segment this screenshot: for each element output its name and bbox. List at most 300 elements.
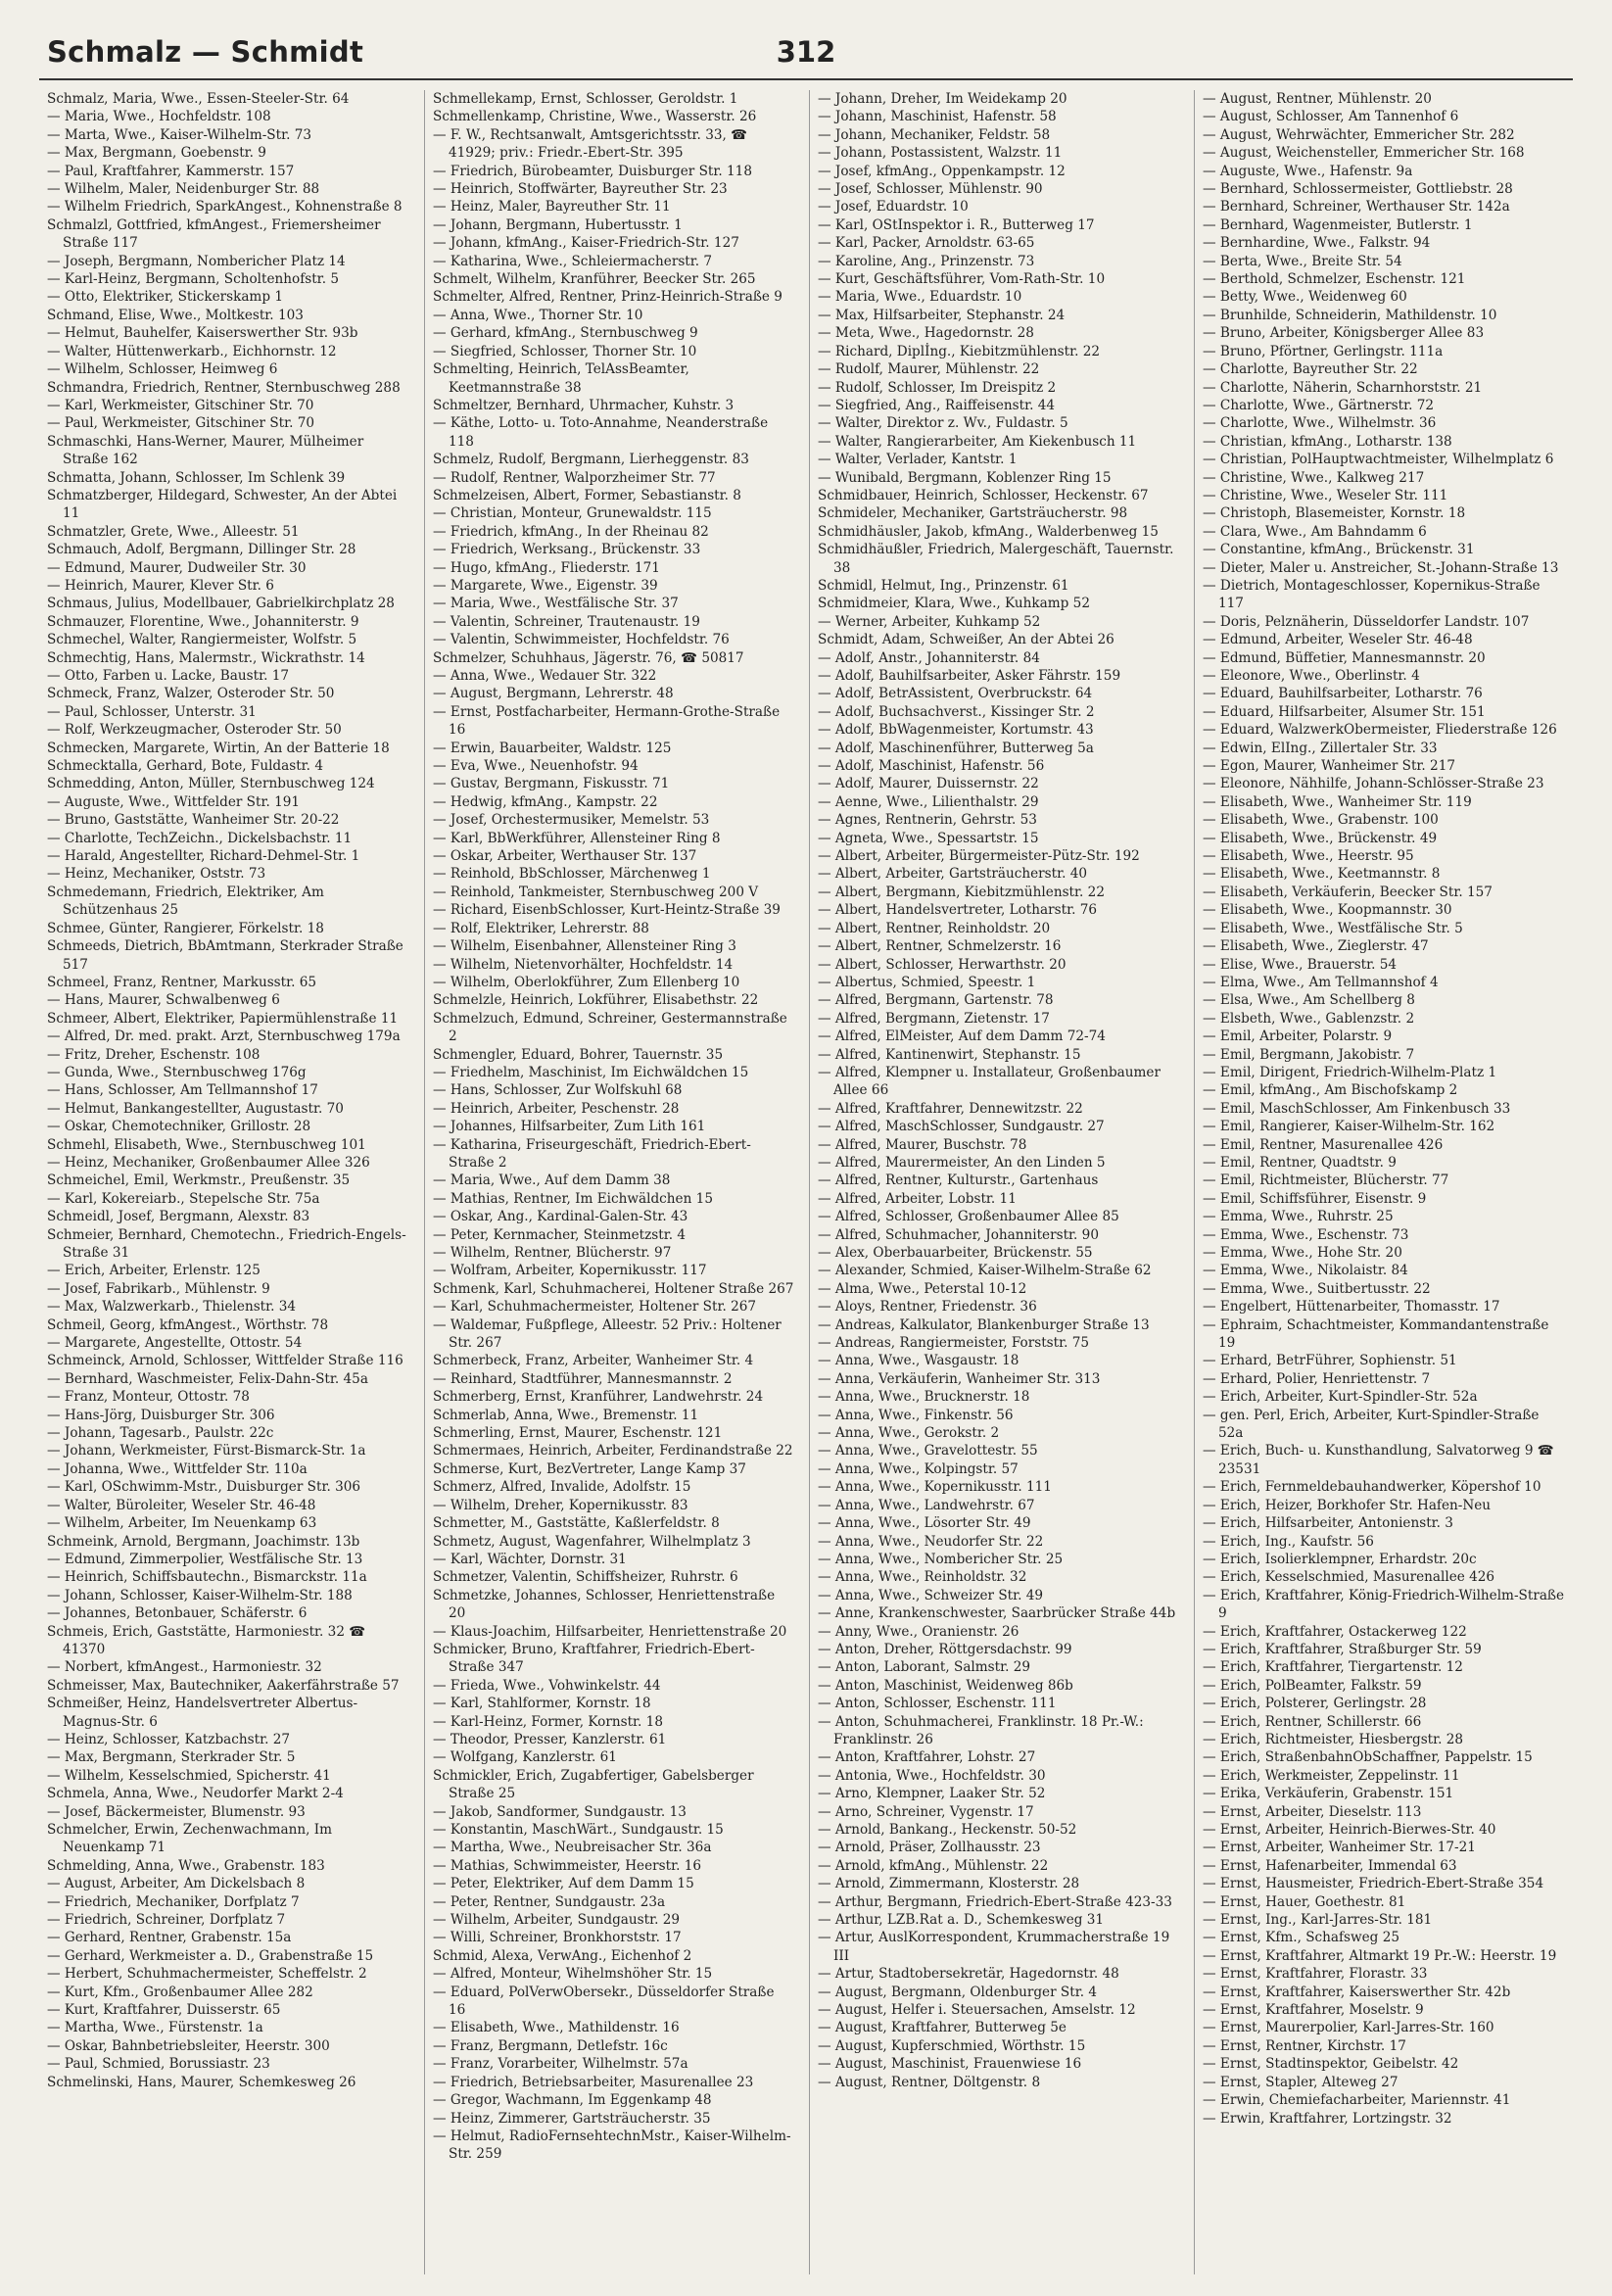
directory-entry: — Albert, Schlosser, Herwarthstr. 20	[818, 956, 1067, 973]
directory-entry: Schmeeds, Dietrich, BbAmtmann, Sterkrader Straße 517	[47, 938, 403, 973]
directory-entry: — Arnold, Bankang., Heckenstr. 50-52	[818, 1822, 1077, 1838]
directory-entry: — Anna, Wwe., Wasgaustr. 18	[818, 1353, 1019, 1369]
directory-entry: — Agneta, Wwe., Spessartstr. 15	[818, 830, 1039, 846]
directory-entry: — Aenne, Wwe., Lilienthalstr. 29	[818, 793, 1039, 810]
directory-entry: — Josef, Eduardstr. 10	[818, 199, 969, 215]
directory-entry: Schmelz, Rudolf, Bergmann, Lierheggenstr. 83	[433, 452, 749, 468]
directory-entry: Schmidhäußler, Friedrich, Malergeschäft, Tauernstr. 38	[818, 542, 1174, 576]
directory-entry: — Alfred, Bergmann, Gartenstr. 78	[818, 992, 1054, 1009]
directory-entry: — Eva, Wwe., Neuenhofstr. 94	[433, 758, 639, 775]
directory-entry: — Heinz, Schlosser, Katzbachstr. 27	[47, 1731, 291, 1747]
directory-entry: — Martha, Wwe., Fürstenstr. 1a	[47, 2020, 263, 2036]
directory-entry: — Ernst, Kfm., Schafsweg 25	[1203, 1930, 1400, 1946]
directory-entry: Schmeel, Franz, Rentner, Markusstr. 65	[47, 974, 317, 990]
directory-entry: — Elisabeth, Wwe., Brückenstr. 49	[1203, 830, 1438, 846]
directory-entry: Schmelzeisen, Albert, Former, Sebastianstr. 8	[433, 487, 741, 503]
directory-entry: — Werner, Arbeiter, Kuhkamp 52	[818, 613, 1041, 630]
directory-entry: — Bernhard, Schlossermeister, Gottliebstr. 28	[1203, 181, 1513, 198]
directory-entry: — Anna, Wwe., Gravelottestr. 55	[818, 1443, 1038, 1459]
directory-entry: — F. W., Rechtsanwalt, Amtsgerichtsstr. 33, ☎ 41929; priv.: Friedr.-Ebert-Str. 395	[433, 126, 748, 162]
directory-entry: — Paul, Schlosser, Unterstr. 31	[47, 703, 257, 720]
directory-entry: — Bruno, Arbeiter, Königsberger Allee 83	[1203, 325, 1485, 342]
directory-entry: — Erich, Arbeiter, Erlenstr. 125	[47, 1263, 261, 1279]
directory-entry: — Valentin, Schwimmeister, Hochfeldstr. 76	[433, 632, 730, 648]
directory-entry: — Erich, Kraftfahrer, Straßburger Str. 59	[1203, 1641, 1482, 1657]
directory-entry: Schmeer, Albert, Elektriker, Papiermühlenstraße 11	[47, 1010, 399, 1027]
directory-entry: — Martha, Wwe., Neubreisacher Str. 36a	[433, 1840, 712, 1856]
directory-columns	[39, 90, 1575, 2274]
directory-entry: — Ernst, Stadtinspektor, Geibelstr. 42	[1203, 2056, 1459, 2073]
directory-entry: Schmelting, Heinrich, TelAssBeamter, Keetmannstraße 38	[433, 361, 689, 396]
directory-entry: — Max, Bergmann, Goebenstr. 9	[47, 145, 266, 162]
directory-entry: — Maria, Wwe., Eduardstr. 10	[818, 289, 1022, 306]
directory-entry: — Peter, Rentner, Sundgaustr. 23a	[433, 1893, 666, 1910]
directory-entry: — Gustav, Bergmann, Fiskusstr. 71	[433, 776, 670, 792]
directory-entry: — Friedrich, kfmAng., In der Rheinau 82	[433, 523, 709, 540]
directory-entry: — Walter, Verlader, Kantstr. 1	[818, 452, 1018, 468]
directory-entry: — Elma, Wwe., Am Tellmannshof 4	[1203, 974, 1439, 990]
directory-entry: — Erwin, Chemiefacharbeiter, Mariennstr. 41	[1203, 2092, 1511, 2109]
directory-entry: — Erich, Werkmeister, Zeppelinstr. 11	[1203, 1767, 1460, 1784]
directory-entry: Schmelzle, Heinrich, Lokführer, Elisabethstr. 22	[433, 992, 759, 1009]
directory-entry: — Emil, Richtmeister, Blücherstr. 77	[1203, 1172, 1449, 1189]
directory-entry: — Peter, Kernmacher, Steinmetzstr. 4	[433, 1226, 687, 1243]
directory-entry: — Erich, Buch- u. Kunsthandlung, Salvatorweg 9 ☎ 23531	[1203, 1443, 1554, 1477]
directory-entry: — Karl-Heinz, Former, Kornstr. 18	[433, 1713, 663, 1730]
directory-entry: — Albert, Bergmann, Kiebitzmühlenstr. 22	[818, 884, 1105, 900]
directory-entry: — Hans-Jörg, Duisburger Str. 306	[47, 1407, 275, 1423]
directory-entry: — Anna, Wwe., Reinholdstr. 32	[818, 1569, 1027, 1586]
directory-entry: Schmenk, Karl, Schuhmacherei, Holtener Straße 267	[433, 1280, 794, 1297]
directory-entry: — Emil, Arbeiter, Polarstr. 9	[1203, 1028, 1393, 1045]
directory-entry: — Albert, Rentner, Schmelzerstr. 16	[818, 938, 1062, 955]
directory-entry: — Johann, Bergmann, Hubertusstr. 1	[433, 216, 683, 233]
directory-entry: Schmauch, Adolf, Bergmann, Dillinger Str. 28	[47, 542, 356, 558]
directory-entry: — Margarete, Wwe., Eigenstr. 39	[433, 577, 658, 594]
directory-entry: — Wilhelm, Nietenvorhälter, Hochfeldstr. 14	[433, 956, 734, 973]
directory-entry: — Oskar, Ang., Kardinal-Galen-Str. 43	[433, 1209, 688, 1225]
directory-entry: Schmeisser, Max, Bautechniker, Aakerfährstraße 57	[47, 1677, 400, 1694]
directory-entry: — Ernst, Kraftfahrer, Altmarkt 19 Pr.-W.: Heerstr. 19	[1203, 1947, 1557, 1964]
directory-entry: Schmidbauer, Heinrich, Schlosser, Heckenstr. 67	[818, 487, 1149, 503]
directory-entry: — Käthe, Lotto- u. Toto-Annahme, Neanderstraße 118	[433, 415, 769, 450]
directory-entry: Schmidmeier, Klara, Wwe., Kuhkamp 52	[818, 596, 1090, 612]
directory-entry: — Charlotte, Bayreuther Str. 22	[1203, 361, 1418, 378]
directory-entry: — Max, Bergmann, Sterkrader Str. 5	[47, 1749, 296, 1766]
directory-entry: — gen. Perl, Erich, Arbeiter, Kurt-Spindler-Straße 52a	[1203, 1407, 1540, 1442]
directory-entry: — Emil, Schiffsführer, Eisenstr. 9	[1203, 1190, 1427, 1207]
directory-entry: — Heinrich, Arbeiter, Peschenstr. 28	[433, 1100, 680, 1117]
directory-entry: — August, Bergmann, Lehrerstr. 48	[433, 686, 674, 702]
directory-entry: — Anna, Wwe., Kolpingstr. 57	[818, 1460, 1019, 1477]
directory-entry: — Elisabeth, Wwe., Mathildenstr. 16	[433, 2020, 680, 2036]
directory-entry: — Arnold, Präser, Zollhausstr. 23	[818, 1840, 1041, 1856]
directory-entry: — Mathias, Rentner, Im Eichwäldchen 15	[433, 1190, 713, 1207]
directory-entry: — Johann, Dreher, Im Weidekamp 20	[818, 91, 1067, 107]
directory-entry: — Willi, Schreiner, Bronkhorststr. 17	[433, 1930, 682, 1946]
directory-entry: — Paul, Werkmeister, Gitschiner Str. 70	[47, 415, 315, 432]
directory-entry: — Ernst, Arbeiter, Dieselstr. 113	[1203, 1803, 1422, 1820]
directory-entry: — August, Rentner, Döltgenstr. 8	[818, 2074, 1041, 2090]
directory-entry: — Karoline, Ang., Prinzenstr. 73	[818, 253, 1035, 269]
directory-entry: — Antonia, Wwe., Hochfeldstr. 30	[818, 1767, 1046, 1784]
directory-entry: — Karl, OSchwimm-Mstr., Duisburger Str. 306	[47, 1479, 361, 1496]
directory-entry: — Christian, kfmAng., Lotharstr. 138	[1203, 433, 1452, 450]
directory-entry: — Erika, Verkäuferin, Grabenstr. 151	[1203, 1786, 1454, 1802]
directory-entry: — Norbert, kfmAngest., Harmoniestr. 32	[47, 1659, 322, 1676]
directory-entry: Schmand, Elise, Wwe., Moltkestr. 103	[47, 307, 304, 323]
directory-entry: Schmidt, Adam, Schweißer, An der Abtei 26	[818, 632, 1114, 648]
directory-entry: — Wilhelm, Kesselschmied, Spicherstr. 41	[47, 1767, 331, 1784]
directory-entry: — Karl, Werkmeister, Gitschiner Str. 70	[47, 397, 314, 413]
directory-entry: — Alexander, Schmied, Kaiser-Wilhelm-Straße 62	[818, 1263, 1152, 1279]
directory-entry: — Eduard, Hilfsarbeiter, Alsumer Str. 151	[1203, 703, 1486, 720]
directory-entry: — Emma, Wwe., Hohe Str. 20	[1203, 1245, 1402, 1261]
directory-entry: Schmaus, Julius, Modellbauer, Gabrielkirchplatz 28	[47, 596, 395, 612]
directory-entry: — Alfred, Kantinenwirt, Stephanstr. 15	[818, 1046, 1081, 1063]
directory-entry: Schmerse, Kurt, BezVertreter, Lange Kamp 37	[433, 1460, 746, 1477]
directory-entry: — Franz, Bergmann, Detlefstr. 16c	[433, 2037, 668, 2054]
directory-entry: — August, Weichensteller, Emmericher Str. 168	[1203, 145, 1525, 162]
directory-entry: — Emil, kfmAng., Am Bischofskamp 2	[1203, 1082, 1458, 1099]
directory-entry: — Emil, Bergmann, Jakobistr. 7	[1203, 1046, 1415, 1063]
directory-entry: — Edwin, ElIng., Zillertaler Str. 33	[1203, 740, 1438, 756]
directory-entry: — August, Helfer i. Steuersachen, Amselstr. 12	[818, 2002, 1136, 2019]
directory-entry: — Bruno, Pförtner, Gerlingstr. 111a	[1203, 343, 1444, 359]
directory-entry: — Erich, Kraftfahrer, Ostackerweg 122	[1203, 1623, 1467, 1640]
directory-entry: Schmicker, Bruno, Kraftfahrer, Friedrich-Ebert-Straße 347	[433, 1641, 755, 1676]
directory-entry: — Rolf, Werkzeugmacher, Osteroder Str. 50	[47, 722, 342, 739]
directory-entry: — Anna, Wwe., Finkenstr. 56	[818, 1407, 1014, 1423]
directory-entry: — Bernhardine, Wwe., Falkstr. 94	[1203, 235, 1431, 252]
directory-entry: — Berthold, Schmelzer, Eschenstr. 121	[1203, 271, 1466, 288]
directory-entry: — Arnold, Zimmermann, Klosterstr. 28	[818, 1876, 1080, 1892]
directory-entry: — Clara, Wwe., Am Bahndamm 6	[1203, 523, 1427, 540]
directory-entry: — Peter, Elektriker, Auf dem Damm 15	[433, 1876, 694, 1892]
directory-entry: — Hedwig, kfmAng., Kampstr. 22	[433, 793, 658, 810]
directory-entry: — Adolf, BetrAssistent, Overbruckstr. 64	[818, 686, 1093, 702]
directory-entry: — Charlotte, Wwe., Gärtnerstr. 72	[1203, 397, 1435, 413]
directory-entry: — Egon, Maurer, Wanheimer Str. 217	[1203, 758, 1456, 775]
directory-entry: — Kurt, Kfm., Großenbaumer Allee 282	[47, 1984, 313, 2000]
directory-entry: — Theodor, Presser, Kanzlerstr. 61	[433, 1731, 667, 1747]
directory-entry: — Dietrich, Montageschlosser, Kopernikus-Straße 117	[1203, 577, 1541, 612]
directory-entry: — Herbert, Schuhmachermeister, Scheffelstr. 2	[47, 1966, 367, 1983]
directory-entry: Schmedding, Anton, Müller, Sternbuschweg 124	[47, 776, 375, 792]
directory-entry: — Erich, Rentner, Schillerstr. 66	[1203, 1713, 1422, 1730]
directory-entry: — Alfred, Maurer, Buschstr. 78	[818, 1136, 1027, 1153]
directory-entry: — Friedrich, Mechaniker, Dorfplatz 7	[47, 1893, 300, 1910]
directory-entry: — Artur, Stadtobersekretär, Hagedornstr. 48	[818, 1966, 1119, 1983]
directory-entry: — Hugo, kfmAng., Fliederstr. 171	[433, 559, 660, 576]
directory-entry: Schmelzer, Schuhhaus, Jägerstr. 76, ☎ 50817	[433, 649, 744, 666]
directory-entry: — Alfred, Schlosser, Großenbaumer Allee 85	[818, 1209, 1119, 1225]
directory-entry: — Albert, Handelsvertreter, Lotharstr. 76	[818, 902, 1098, 919]
directory-entry: — Christian, PolHauptwachtmeister, Wilhelmplatz 6	[1203, 452, 1554, 468]
directory-entry: Schmeink, Arnold, Bergmann, Joachimstr. 13b	[47, 1533, 360, 1550]
directory-entry: Schmickler, Erich, Zugabfertiger, Gabelsberger Straße 25	[433, 1767, 754, 1802]
directory-entry: — Helmut, Bauhelfer, Kaiserswerther Str. 93b	[47, 325, 358, 342]
directory-entry: — Karl, Kokereiarb., Stepelsche Str. 75a	[47, 1190, 320, 1207]
directory-entry: — Friedrich, Bürobeamter, Duisburger Str. 118	[433, 163, 752, 179]
directory-entry: — Johann, kfmAng., Kaiser-Friedrich-Str. 127	[433, 235, 739, 252]
directory-entry: — Johann, Werkmeister, Fürst-Bismarck-Str. 1a	[47, 1443, 366, 1459]
directory-entry: — Eleonore, Wwe., Oberlinstr. 4	[1203, 668, 1420, 684]
directory-entry: Schmehl, Elisabeth, Wwe., Sternbuschweg 101	[47, 1136, 366, 1153]
directory-entry: Schmatzler, Grete, Wwe., Alleestr. 51	[47, 523, 300, 540]
directory-entry: — Adolf, Maschinenführer, Butterweg 5a	[818, 740, 1094, 756]
directory-entry: Schmelt, Wilhelm, Kranführer, Beecker Str. 265	[433, 271, 756, 288]
directory-entry: — Konstantin, MaschWärt., Sundgaustr. 15	[433, 1822, 724, 1838]
directory-entry: Schmetzke, Johannes, Schlosser, Henriettenstraße 20	[433, 1587, 776, 1622]
directory-entry: — Christine, Wwe., Weseler Str. 111	[1203, 487, 1448, 503]
directory-entry: — Gunda, Wwe., Sternbuschweg 176g	[47, 1064, 307, 1080]
directory-entry: — Walter, Büroleiter, Weseler Str. 46-48	[47, 1497, 316, 1513]
directory-entry: — Alfred, Bergmann, Zietenstr. 17	[818, 1010, 1050, 1027]
directory-entry: Schmerberg, Ernst, Kranführer, Landwehrstr. 24	[433, 1389, 764, 1406]
directory-entry: — Andreas, Rangiermeister, Forststr. 75	[818, 1335, 1090, 1352]
directory-entry: — Heinrich, Maurer, Klever Str. 6	[47, 577, 274, 594]
directory-entry: — Wolfram, Arbeiter, Kopernikusstr. 117	[433, 1263, 707, 1279]
directory-entry: — Alfred, Monteur, Wihelmshöher Str. 15	[433, 1966, 713, 1983]
directory-entry: — Edmund, Maurer, Dudweiler Str. 30	[47, 559, 307, 576]
directory-entry: Schmee, Günter, Rangierer, Förkelstr. 18	[47, 920, 324, 936]
page-header	[39, 27, 1573, 80]
directory-entry: — Reinhold, BbSchlosser, Märchenweg 1	[433, 866, 711, 883]
directory-entry: Schmela, Anna, Wwe., Neudorfer Markt 2-4	[47, 1786, 344, 1802]
directory-entry: — Albert, Arbeiter, Bürgermeister-Pütz-Str. 192	[818, 848, 1140, 865]
directory-entry: — Anna, Wwe., Brucknerstr. 18	[818, 1389, 1030, 1406]
directory-entry: — Ephraim, Schachtmeister, Kommandantenstraße 19	[1203, 1316, 1549, 1352]
directory-entry: — Auguste, Wwe., Hafenstr. 9a	[1203, 163, 1413, 179]
directory-entry: — Anton, Laborant, Salmstr. 29	[818, 1659, 1031, 1676]
directory-entry: — Maria, Wwe., Hochfeldstr. 108	[47, 109, 271, 125]
directory-entry: — Otto, Elektriker, Stickerskamp 1	[47, 289, 283, 306]
directory-entry: — Karl, Wächter, Dornstr. 31	[433, 1551, 627, 1567]
directory-entry: — August, Maschinist, Frauenwiese 16	[818, 2056, 1082, 2073]
directory-entry: — Heinz, Maler, Bayreuther Str. 11	[433, 199, 671, 215]
directory-entry: — Elisabeth, Wwe., Westfälische Str. 5	[1203, 920, 1463, 936]
column-2	[424, 90, 801, 2274]
directory-entry: — Walter, Hüttenwerkarb., Eichhornstr. 12	[47, 343, 337, 359]
directory-entry: — Harald, Angestellter, Richard-Dehmel-Str. 1	[47, 848, 360, 865]
directory-entry: — Elisabeth, Verkäuferin, Beecker Str. 157	[1203, 884, 1493, 900]
directory-entry: — Elisabeth, Wwe., Koopmannstr. 30	[1203, 902, 1452, 919]
directory-entry: — Emil, Dirigent, Friedrich-Wilhelm-Platz 1	[1203, 1064, 1497, 1080]
directory-entry: Schmeis, Erich, Gaststätte, Harmoniestr. 32 ☎ 41370	[47, 1623, 366, 1657]
directory-entry: — Hans, Maurer, Schwalbenweg 6	[47, 992, 280, 1009]
directory-entry: — Erich, Isolierklempner, Erhardstr. 20c	[1203, 1551, 1477, 1567]
directory-entry: — Eduard, WalzwerkObermeister, Fliederstraße 126	[1203, 722, 1557, 739]
directory-entry: — Valentin, Schreiner, Trautenaustr. 19	[433, 613, 700, 630]
directory-entry: — Bernhard, Schreiner, Werthauser Str. 142a	[1203, 199, 1510, 215]
directory-entry: Schmedemann, Friedrich, Elektriker, Am Schützenhaus 25	[47, 884, 324, 919]
directory-entry: — Ernst, Stapler, Alteweg 27	[1203, 2074, 1399, 2090]
directory-entry: Schmellekamp, Ernst, Schlosser, Geroldstr. 1	[433, 91, 738, 107]
directory-entry: Schmetzer, Valentin, Schiffsheizer, Ruhrstr. 6	[433, 1569, 738, 1586]
directory-entry: Schmengler, Eduard, Bohrer, Tauernstr. 35	[433, 1046, 724, 1063]
directory-entry: — Ernst, Hauer, Goethestr. 81	[1203, 1893, 1406, 1910]
directory-entry: — Paul, Schmied, Borussiastr. 23	[47, 2056, 270, 2073]
directory-entry: — Wilhelm, Maler, Neidenburger Str. 88	[47, 181, 320, 198]
directory-entry: — Christoph, Blasemeister, Kornstr. 18	[1203, 505, 1466, 522]
directory-entry: — Hans, Schlosser, Am Tellmannshof 17	[47, 1082, 318, 1099]
directory-entry: Schmerz, Alfred, Invalide, Adolfstr. 15	[433, 1479, 691, 1496]
directory-entry: — Alfred, Schuhmacher, Johanniterstr. 90	[818, 1226, 1099, 1243]
directory-entry: Schmecken, Margarete, Wirtin, An der Batterie 18	[47, 740, 390, 756]
directory-entry: — Emma, Wwe., Nikolaistr. 84	[1203, 1263, 1408, 1279]
directory-entry: — Eduard, PolVerwObersekr., Düsseldorfer Straße 16	[433, 1984, 775, 2019]
directory-entry: — Richard, EisenbSchlosser, Kurt-Heintz-Straße 39	[433, 902, 781, 919]
directory-entry: Schmellenkamp, Christine, Wwe., Wasserstr. 26	[433, 109, 757, 125]
directory-entry: — Johannes, Betonbauer, Schäferstr. 6	[47, 1605, 308, 1622]
directory-entry: — Emil, Rangierer, Kaiser-Wilhelm-Str. 162	[1203, 1119, 1495, 1135]
directory-entry: — Karl-Heinz, Bergmann, Scholtenhofstr. 5	[47, 271, 339, 288]
directory-entry: Schmeinck, Arnold, Schlosser, Wittfelder Straße 116	[47, 1353, 403, 1369]
directory-entry: Schmauzer, Florentine, Wwe., Johanniterstr. 9	[47, 613, 359, 630]
directory-entry: — Otto, Farben u. Lacke, Baustr. 17	[47, 668, 290, 684]
column-4	[1194, 90, 1571, 2274]
directory-entry: — Johann, Maschinist, Hafenstr. 58	[818, 109, 1057, 125]
directory-entry: Schmermaes, Heinrich, Arbeiter, Ferdinandstraße 22	[433, 1443, 793, 1459]
directory-entry: — Aloys, Rentner, Friedenstr. 36	[818, 1299, 1037, 1315]
directory-entry: Schmechel, Walter, Rangiermeister, Wolfstr. 5	[47, 632, 357, 648]
directory-entry: — Doris, Pelznäherin, Düsseldorfer Landstr. 107	[1203, 613, 1530, 630]
directory-entry: — Gerhard, Rentner, Grabenstr. 15a	[47, 1930, 292, 1946]
directory-entry: — Wilhelm, Arbeiter, Im Neuenkamp 63	[47, 1515, 317, 1532]
directory-entry: — Alfred, MaschSchlosser, Sundgaustr. 27	[818, 1119, 1105, 1135]
directory-entry: — Rudolf, Maurer, Mühlenstr. 22	[818, 361, 1040, 378]
directory-entry: — Mathias, Schwimmeister, Heerstr. 16	[433, 1857, 702, 1874]
directory-entry: — Anna, Wwe., Nombericher Str. 25	[818, 1551, 1064, 1567]
directory-entry: — Berta, Wwe., Breite Str. 54	[1203, 253, 1402, 269]
directory-entry: — Alfred, Rentner, Kulturstr., Gartenhaus	[818, 1172, 1099, 1189]
directory-entry: — Constantine, kfmAng., Brückenstr. 31	[1203, 542, 1475, 558]
directory-entry: — Elise, Wwe., Brauerstr. 54	[1203, 956, 1398, 973]
directory-entry: — Waldemar, Fußpflege, Alleestr. 52 Priv.: Holtener Str. 267	[433, 1316, 782, 1352]
directory-entry: Schmalz, Maria, Wwe., Essen-Steeler-Str. 64	[47, 91, 350, 107]
directory-entry: — Oskar, Bahnbetriebsleiter, Heerstr. 300	[47, 2037, 330, 2054]
directory-entry: — Dieter, Maler u. Anstreicher, St.-Johann-Straße 13	[1203, 559, 1559, 576]
directory-entry: Schmeier, Bernhard, Chemotechn., Friedrich-Engels-Straße 31	[47, 1226, 406, 1261]
directory-entry: — Reinhold, Tankmeister, Sternbuschweg 200 V	[433, 884, 759, 900]
directory-entry: — Wilhelm, Dreher, Kopernikusstr. 83	[433, 1497, 688, 1513]
directory-entry: — Jakob, Sandformer, Sundgaustr. 13	[433, 1803, 687, 1820]
directory-entry: — Karl, BbWerkführer, Allensteiner Ring 8	[433, 830, 721, 846]
directory-entry: — August, Rentner, Mühlenstr. 20	[1203, 91, 1432, 107]
directory-entry: — Walter, Rangierarbeiter, Am Kiekenbusch 11	[818, 433, 1137, 450]
directory-entry: — Paul, Kraftfahrer, Kammerstr. 157	[47, 163, 295, 179]
directory-entry: — Oskar, Chemotechniker, Grillostr. 28	[47, 1119, 311, 1135]
directory-entry: — Emil, Rentner, Masurenallee 426	[1203, 1136, 1444, 1153]
directory-entry: — Anna, Wwe., Landwehrstr. 67	[818, 1497, 1035, 1513]
directory-entry: — Albert, Arbeiter, Gartsträucherstr. 40	[818, 866, 1088, 883]
directory-entry: — Franz, Vorarbeiter, Wilhelmstr. 57a	[433, 2056, 688, 2073]
directory-entry: — Hans, Schlosser, Zur Wolfskuhl 68	[433, 1082, 683, 1099]
directory-entry: — Alfred, Dr. med. prakt. Arzt, Sternbuschweg 179a	[47, 1028, 401, 1045]
directory-entry: — Bernhard, Wagenmeister, Butlerstr. 1	[1203, 216, 1473, 233]
directory-entry: — Friedrich, Betriebsarbeiter, Masurenallee 23	[433, 2074, 754, 2090]
directory-entry: — Edmund, Arbeiter, Weseler Str. 46-48	[1203, 632, 1473, 648]
directory-entry: — Wilhelm, Rentner, Blücherstr. 97	[433, 1245, 672, 1261]
directory-entry: — Erich, Kraftfahrer, Tiergartenstr. 12	[1203, 1659, 1463, 1676]
directory-entry: — Siegfried, Ang., Raiffeisenstr. 44	[818, 397, 1056, 413]
directory-entry: Schmeißer, Heinz, Handelsvertreter Albertus-Magnus-Str. 6	[47, 1696, 358, 1730]
directory-entry: — Josef, Orchestermusiker, Memelstr. 53	[433, 812, 710, 829]
directory-entry: — Heinz, Mechaniker, Oststr. 73	[47, 866, 266, 883]
directory-entry: — Johann, Mechaniker, Feldstr. 58	[818, 126, 1051, 143]
directory-entry: — Erich, Kraftfahrer, König-Friedrich-Wilhelm-Straße 9	[1203, 1587, 1565, 1622]
directory-entry: Schmideler, Mechaniker, Gartsträucherstr. 98	[818, 505, 1128, 522]
directory-entry: — Richard, Diplİng., Kiebitzmühlenstr. 22	[818, 343, 1101, 359]
directory-entry: — Anna, Wwe., Neudorfer Str. 22	[818, 1533, 1044, 1550]
directory-entry: — Heinz, Mechaniker, Großenbaumer Allee 326	[47, 1154, 370, 1171]
directory-entry: Schmelter, Alfred, Rentner, Prinz-Heinrich-Straße 9	[433, 289, 782, 306]
directory-entry: Schmatzberger, Hildegard, Schwester, An der Abtei 11	[47, 487, 398, 522]
directory-entry: — Alfred, Kraftfahrer, Dennewitzstr. 22	[818, 1100, 1083, 1117]
directory-entry: — Friedrich, Werksang., Brückenstr. 33	[433, 542, 701, 558]
directory-entry: — Karl, OStInspektor i. R., Butterweg 17	[818, 216, 1095, 233]
directory-entry: — Erhard, Polier, Henriettenstr. 7	[1203, 1370, 1431, 1387]
directory-entry: — Max, Walzwerkarb., Thielenstr. 34	[47, 1299, 297, 1315]
directory-entry: — Adolf, Maschinist, Hafenstr. 56	[818, 758, 1045, 775]
directory-entry: Schmandra, Friedrich, Rentner, Sternbuschweg 288	[47, 379, 401, 396]
directory-entry: — Walter, Direktor z. Wv., Fuldastr. 5	[818, 415, 1068, 432]
page-number: 312	[776, 35, 836, 69]
directory-entry: Schmeil, Georg, kfmAngest., Wörthstr. 78	[47, 1316, 329, 1333]
directory-entry: — Heinz, Zimmerer, Gartsträucherstr. 35	[433, 2110, 711, 2127]
directory-entry: — Erich, Heizer, Borkhofer Str. Hafen-Neu	[1203, 1497, 1492, 1513]
directory-entry: — Karl, Schuhmachermeister, Holtener Str. 267	[433, 1299, 757, 1315]
directory-entry: — Anton, Schlosser, Eschenstr. 111	[818, 1696, 1057, 1712]
directory-entry: Schmetter, M., Gaststätte, Kaßlerfeldstr. 8	[433, 1515, 720, 1532]
directory-entry: Schmeichel, Emil, Werkmstr., Preußenstr. 35	[47, 1172, 351, 1189]
directory-entry: Schmelding, Anna, Wwe., Grabenstr. 183	[47, 1857, 325, 1874]
directory-entry: — Ernst, Hausmeister, Friedrich-Ebert-Straße 354	[1203, 1876, 1544, 1892]
directory-entry: — Charlotte, TechZeichn., Dickelsbachstr. 11	[47, 830, 353, 846]
directory-entry: — Ernst, Arbeiter, Wanheimer Str. 17-21	[1203, 1840, 1476, 1856]
directory-entry: — Bernhard, Waschmeister, Felix-Dahn-Str. 45a	[47, 1370, 368, 1387]
directory-entry: — Anton, Kraftfahrer, Lohstr. 27	[818, 1749, 1036, 1766]
directory-entry: — Josef, Schlosser, Mühlenstr. 90	[818, 181, 1043, 198]
directory-entry: — Arthur, Bergmann, Friedrich-Ebert-Straße 423-33	[818, 1893, 1172, 1910]
directory-entry: — August, Kupferschmied, Wörthstr. 15	[818, 2037, 1086, 2054]
directory-entry: — Adolf, Maurer, Duissernstr. 22	[818, 776, 1039, 792]
directory-entry: — Erich, Fernmeldebauhandwerker, Köpershof 10	[1203, 1479, 1541, 1496]
directory-entry: Schmidl, Helmut, Ing., Prinzenstr. 61	[818, 577, 1069, 594]
directory-entry: — Elisabeth, Wwe., Wanheimer Str. 119	[1203, 793, 1472, 810]
directory-entry: — Adolf, BbWagenmeister, Kortumstr. 43	[818, 722, 1094, 739]
directory-entry: — August, Arbeiter, Am Dickelsbach 8	[47, 1876, 306, 1892]
directory-entry: — Anna, Wwe., Kopernikusstr. 111	[818, 1479, 1052, 1496]
directory-entry: — Johann, Postassistent, Walzstr. 11	[818, 145, 1063, 162]
directory-entry: — Emma, Wwe., Suitbertusstr. 22	[1203, 1280, 1431, 1297]
directory-entry: — Johanna, Wwe., Wittfelder Str. 110a	[47, 1460, 308, 1477]
directory-entry: — Emma, Wwe., Ruhrstr. 25	[1203, 1209, 1394, 1225]
directory-entry: Schmerbeck, Franz, Arbeiter, Wanheimer Str. 4	[433, 1353, 754, 1369]
directory-entry: Schmelzuch, Edmund, Schreiner, Gestermannstraße 2	[433, 1010, 787, 1045]
directory-entry: — Johann, Tagesarb., Paulstr. 22c	[47, 1425, 274, 1442]
directory-entry: — Anton, Schuhmacherei, Franklinstr. 18 Pr.-W.: Franklinstr. 26	[818, 1713, 1144, 1747]
directory-entry: — Maria, Wwe., Westfälische Str. 37	[433, 596, 679, 612]
directory-entry: — Katharina, Friseurgeschäft, Friedrich-Ebert-Straße 2	[433, 1136, 751, 1171]
header-range-title: Schmalz — Schmidt	[47, 35, 364, 69]
directory-entry: Schmelcher, Erwin, Zechenwachmann, Im Neuenkamp 71	[47, 1822, 332, 1856]
directory-entry: — Wilhelm, Oberlokführer, Zum Ellenberg 10	[433, 974, 740, 990]
directory-entry: — Emma, Wwe., Eschenstr. 73	[1203, 1226, 1409, 1243]
directory-entry: — Adolf, Bauhilfsarbeiter, Asker Fährstr. 159	[818, 668, 1121, 684]
directory-entry: — Friedrich, Schreiner, Dorfplatz 7	[47, 1912, 286, 1929]
